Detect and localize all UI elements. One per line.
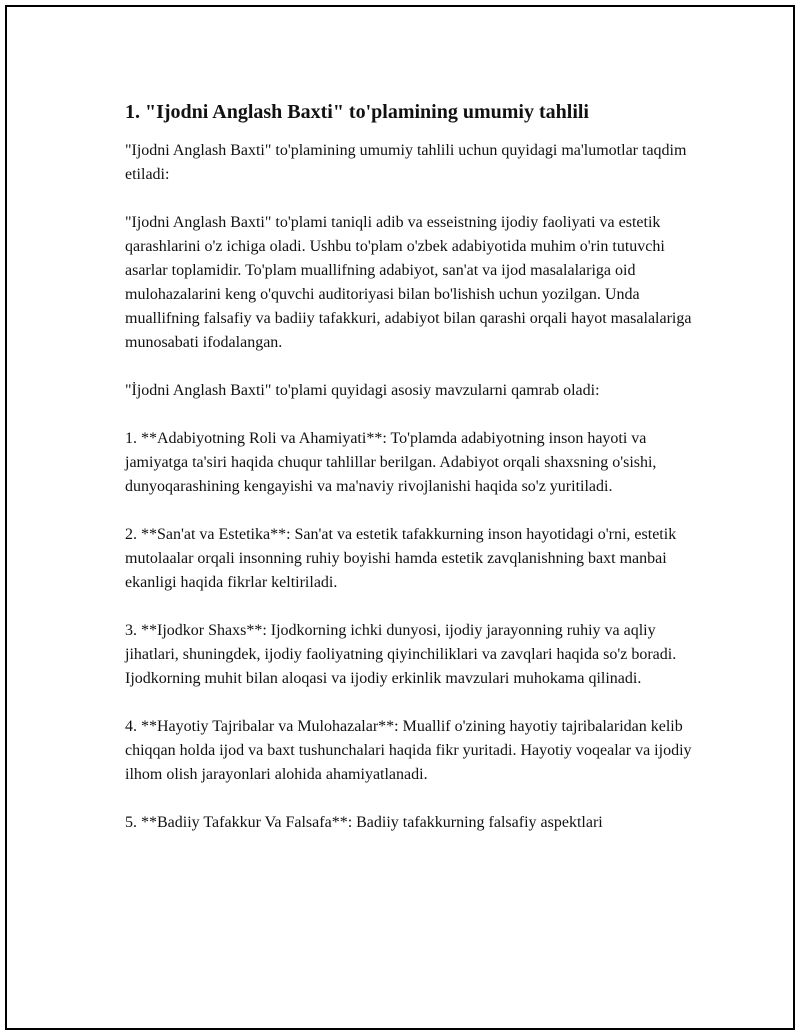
document-title: 1. "Ijodni Anglash Baxti" to'plamining umumiy tahlili [125,101,589,123]
topic-paragraph-3: 3. **Ijodkor Shaxs**: Ijodkorning ichki dunyosi, ijodiy jarayonning ruhiy va aqliy jihatlari, shuningdek, ijodiy faoliyatning qiyinchiliklari va zavqlari haqida so'z boradi. Ijodkorning muhit bilan aloqasi va ijodiy erkinlik mavzulari muhokama qilinadi. [125,622,677,687]
topic-paragraph-2: 2. **San'at va Estetika**: San'at va estetik tafakkurning inson hayotidagi o'rni, estetik mutolaalar orqali insonning ruhiy boyishi hamda estetik zavqlanishning baxt manbai ekanligi haqida fikrlar keltiriladi. [125,526,677,591]
intro-paragraph: "Ijodni Anglash Baxti" to'plamining umumiy tahlili uchun quyidagi ma'lumotlar taqdim etiladi: [125,142,687,183]
topic-paragraph-5: 5. **Badiiy Tafakkur Va Falsafa**: Badiiy tafakkurning falsafiy aspektlari [125,814,603,831]
topics-intro-paragraph: "İjodni Anglash Baxti" to'plami quyidagi asosiy mavzularni qamrab oladi: [125,382,600,399]
description-paragraph: "Ijodni Anglash Baxti" to'plami taniqli adib va esseistning ijodiy faoliyati va estetik qarashlarini o'z ichiga oladi. Ushbu to'plam o'zbek adabiyotida muhim o'rin tutuvchi asarlar toplamidir. To'plam muallifning adabiyot, san'at va ijod masalalariga oid mulohazalarini keng o'quvchi auditoriyasi bilan bo'lishish uchun yozilgan. Unda muallifning falsafiy va badiiy tafakkuri, adabiyot bilan qarashi orqali hayot masalalariga munosabati ifodalangan. [125,214,692,351]
topic-paragraph-4: 4. **Hayotiy Tajribalar va Mulohazalar**: Muallif o'zining hayotiy tajribalaridan kelib chiqqan holda ijod va baxt tushunchalari haqida fikr yuritadi. Hayotiy voqealar va ijodiy ilhom olish jarayonlari alohida ahamiyatlanadi. [125,718,692,783]
topic-paragraph-1: 1. **Adabiyotning Roli va Ahamiyati**: To'plamda adabiyotning inson hayoti va jamiyatga ta'siri haqida chuqur tahlillar berilgan. Adabiyot orqali shaxsning o'sishi, dunyoqarashining kengayishi va ma'naviy rivojlanishi haqida so'z yuritiladi. [125,430,657,495]
document-body [125,99,705,859]
page-frame [5,5,795,1030]
